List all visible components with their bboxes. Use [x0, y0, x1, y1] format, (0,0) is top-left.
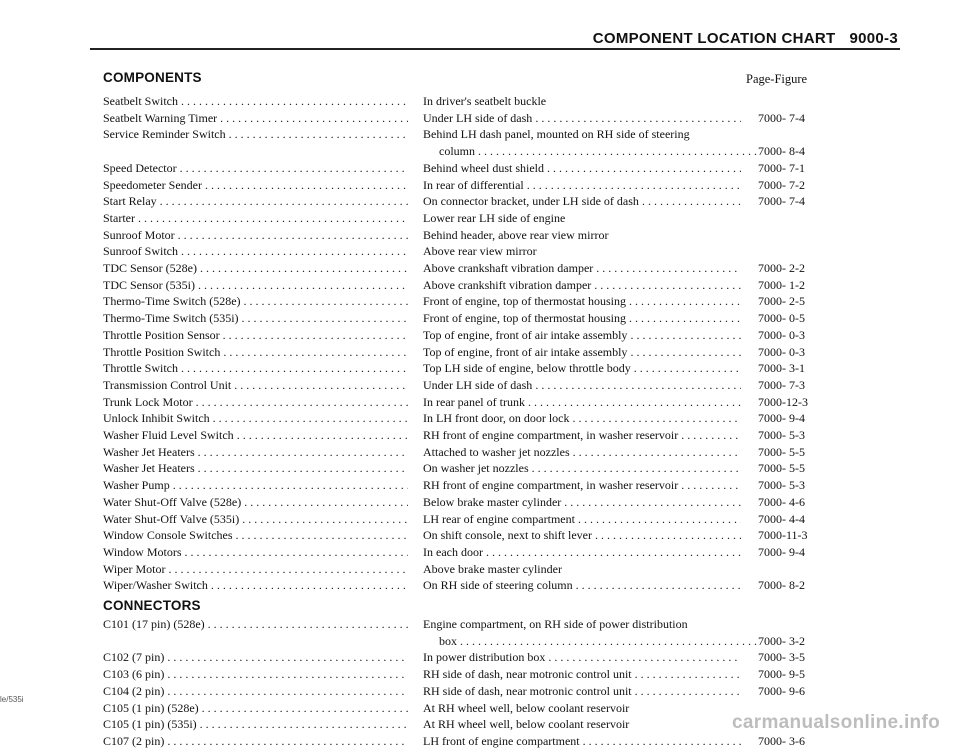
item-location: Above rear view mirror	[423, 244, 537, 259]
item-page-figure: 7000-11-3	[758, 528, 808, 543]
item-name: Throttle Position Switch . . .	[103, 344, 408, 361]
item-name: Washer Fluid Level Switch . . .	[103, 427, 408, 444]
item-name: Washer Jet Heaters . . .	[103, 444, 408, 461]
item-page-figure: 7000- 9-5	[758, 667, 805, 682]
item-name: Washer Pump . . .	[103, 477, 408, 494]
table-row	[103, 243, 833, 260]
item-name: C103 (6 pin) . . .	[103, 666, 408, 683]
item-location: In driver's seatbelt buckle	[423, 94, 547, 108]
page-figure-label: Page-Figure	[746, 72, 808, 86]
item-name: C107 (2 pin) . . .	[103, 733, 408, 750]
item-location: In rear of differential . . .	[423, 177, 741, 194]
header-rule	[90, 48, 900, 50]
table-row	[103, 700, 833, 717]
item-name: Throttle Position Sensor . . .	[103, 327, 408, 344]
item-location: Under LH side of dash . . .	[423, 110, 741, 127]
table-row	[103, 561, 833, 578]
watermark: carmanualsonline.info	[732, 712, 940, 733]
item-name: C101 (17 pin) (528e) . . .	[103, 616, 408, 633]
item-name: Window Console Switches . . .	[103, 527, 408, 544]
table-row	[103, 193, 833, 210]
item-page-figure: 7000- 7-3	[758, 377, 805, 392]
item-location: Behind header, above rear view mirror	[423, 227, 609, 242]
table-row	[103, 310, 833, 327]
item-name: C105 (1 pin) (535i) . . .	[103, 716, 408, 733]
item-name: Trunk Lock Motor . . .	[103, 394, 408, 411]
item-page-figure: 7000- 0-3	[758, 327, 805, 342]
item-location: Below brake master cylinder . . .	[423, 494, 741, 511]
item-name: C104 (2 pin) . . .	[103, 683, 408, 700]
table-row	[103, 666, 833, 683]
item-name: Start Relay . . .	[103, 193, 408, 210]
item-page-figure: 7000- 9-6	[758, 683, 805, 698]
item-location: Under LH side of dash . . .	[423, 377, 741, 394]
item-name: Wiper/Washer Switch . . .	[103, 577, 408, 594]
table-row	[103, 93, 833, 110]
item-location: Top of engine, front of air intake assembly . . .	[423, 344, 741, 361]
table-row	[103, 633, 833, 650]
item-name: Speedometer Sender . . .	[103, 177, 408, 194]
item-page-figure: 7000- 4-6	[758, 494, 805, 509]
item-page-figure: 7000- 7-1	[758, 160, 805, 175]
table-row	[103, 494, 833, 511]
item-location: On washer jet nozzles . . .	[423, 460, 741, 477]
item-location: RH side of dash, near motronic control unit . . .	[423, 666, 741, 683]
item-name: Seatbelt Switch . . .	[103, 93, 408, 110]
chart-title: COMPONENT LOCATION CHART	[592, 30, 836, 47]
item-name: Unlock Inhibit Switch . . .	[103, 410, 408, 427]
item-page-figure: 7000- 0-5	[758, 311, 805, 326]
item-location: Above brake master cylinder	[423, 561, 562, 576]
item-page-figure: 7000- 3-6	[758, 733, 805, 748]
item-name: Speed Detector . . .	[103, 160, 408, 177]
item-name: C105 (1 pin) (528e) . . .	[103, 700, 408, 717]
item-location: Lower rear LH side of engine	[423, 210, 566, 225]
components-heading: COMPONENTS	[103, 70, 202, 85]
item-page-figure: 7000- 2-5	[758, 294, 805, 309]
item-name: Throttle Switch . . .	[103, 360, 408, 377]
item-name: Sunroof Motor . . .	[103, 227, 408, 244]
table-row	[103, 511, 833, 528]
item-location: Front of engine, top of thermostat housing . . .	[423, 293, 741, 310]
item-name: C102 (7 pin) . . .	[103, 649, 408, 666]
table-row	[103, 527, 833, 544]
item-name: Seatbelt Warning Timer . . .	[103, 110, 408, 127]
table-row	[103, 143, 833, 160]
item-page-figure: 7000- 9-4	[758, 411, 805, 426]
table-row	[103, 716, 833, 733]
item-name: Transmission Control Unit . . .	[103, 377, 408, 394]
item-page-figure: 7000-12-3	[758, 394, 808, 409]
connectors-heading: CONNECTORS	[103, 598, 201, 613]
item-page-figure: 7000- 3-5	[758, 650, 805, 665]
item-location: box . . .	[423, 633, 757, 650]
item-page-figure: 7000- 7-2	[758, 177, 805, 192]
item-page-figure: 7000- 9-4	[758, 544, 805, 559]
table-row	[103, 544, 833, 561]
item-name: Thermo-Time Switch (535i) . . .	[103, 310, 408, 327]
table-row	[103, 477, 833, 494]
item-page-figure: 7000- 7-4	[758, 110, 805, 125]
item-location: Attached to washer jet nozzles . . .	[423, 444, 741, 461]
table-row	[103, 227, 833, 244]
item-location: On connector bracket, under LH side of dash . . .	[423, 193, 741, 210]
table-row	[103, 460, 833, 477]
item-location: Above crankshift vibration damper . . .	[423, 277, 741, 294]
table-row	[103, 110, 833, 127]
item-page-figure: 7000- 5-5	[758, 444, 805, 459]
table-row	[103, 683, 833, 700]
item-page-figure: 7000- 5-3	[758, 478, 805, 493]
table-row	[103, 427, 833, 444]
item-page-figure: 7000- 5-5	[758, 461, 805, 476]
item-name: TDC Sensor (535i) . . .	[103, 277, 408, 294]
item-location: LH rear of engine compartment . . .	[423, 511, 741, 528]
item-page-figure: 7000- 2-2	[758, 261, 805, 275]
item-page-figure: 7000- 4-4	[758, 511, 805, 526]
table-row	[103, 177, 833, 194]
item-location: In LH front door, on door lock . . .	[423, 410, 741, 427]
item-location: RH side of dash, near motronic control unit . . .	[423, 683, 741, 700]
item-location: Above crankshaft vibration damper . . .	[423, 260, 741, 277]
item-name: Window Motors . . .	[103, 544, 408, 561]
table-row	[103, 394, 833, 411]
item-name: Washer Jet Heaters . . .	[103, 460, 408, 477]
item-location: On RH side of steering column . . .	[423, 577, 741, 594]
item-name: Thermo-Time Switch (528e) . . .	[103, 293, 408, 310]
item-page-figure: 7000- 0-3	[758, 344, 805, 359]
item-location: At RH wheel well, below coolant reservoir	[423, 700, 630, 715]
table-row	[103, 293, 833, 310]
table-row	[103, 577, 833, 594]
table-row	[103, 327, 833, 344]
item-location: Behind wheel dust shield . . .	[423, 160, 741, 177]
item-name: Wiper Motor . . .	[103, 561, 408, 578]
item-location: Top LH side of engine, below throttle body . . .	[423, 360, 741, 377]
item-location: LH front of engine compartment . . .	[423, 733, 741, 750]
table-row	[103, 444, 833, 461]
table-row	[103, 616, 833, 633]
table-row	[103, 277, 833, 294]
item-name: Service Reminder Switch . . .	[103, 126, 408, 143]
item-location: At RH wheel well, below coolant reservoir	[423, 717, 630, 732]
table-row	[103, 410, 833, 427]
item-page-figure: 7000- 3-2	[758, 633, 805, 648]
table-row	[103, 126, 833, 143]
item-location: RH front of engine compartment, in washer reservoir . . .	[423, 427, 741, 444]
item-page-figure: 7000- 1-2	[758, 277, 805, 292]
table-row	[103, 210, 833, 227]
page-number: 9000-3	[849, 30, 898, 47]
item-name: Sunroof Switch . . .	[103, 243, 408, 260]
item-page-figure: 7000- 8-2	[758, 578, 805, 593]
item-page-figure: 7000- 7-4	[758, 194, 805, 209]
table-row	[103, 160, 833, 177]
item-name: Water Shut-Off Valve (528e) . . .	[103, 494, 408, 511]
item-location: In power distribution box . . .	[423, 649, 741, 666]
item-location: On shift console, next to shift lever . . .	[423, 527, 741, 544]
item-location: In rear panel of trunk . . .	[423, 394, 741, 411]
item-location: Behind LH dash panel, mounted on RH side of steering	[423, 127, 690, 142]
item-page-figure: 7000- 3-1	[758, 361, 805, 376]
item-location: Top of engine, front of air intake assembly . . .	[423, 327, 741, 344]
table-row	[103, 733, 833, 750]
item-location: Front of engine, top of thermostat housing . . .	[423, 310, 741, 327]
item-location: column . . .	[423, 143, 757, 160]
table-row	[103, 360, 833, 377]
item-name: Starter . . .	[103, 210, 408, 227]
table-row	[103, 649, 833, 666]
item-location: RH front of engine compartment, in washer reservoir . . .	[423, 477, 741, 494]
item-location: In each door . . .	[423, 544, 741, 561]
table-row	[103, 260, 833, 277]
item-name: Water Shut-Off Valve (535i) . . .	[103, 511, 408, 528]
item-page-figure: 7000- 8-4	[758, 144, 805, 159]
table-row	[103, 377, 833, 394]
footer-text: le/535i	[0, 695, 24, 704]
table-row	[103, 344, 833, 361]
item-location: Engine compartment, on RH side of power distribution	[423, 617, 688, 631]
item-page-figure: 7000- 5-3	[758, 428, 805, 442]
page-header	[593, 30, 898, 47]
item-name: TDC Sensor (528e) . . .	[103, 260, 408, 277]
